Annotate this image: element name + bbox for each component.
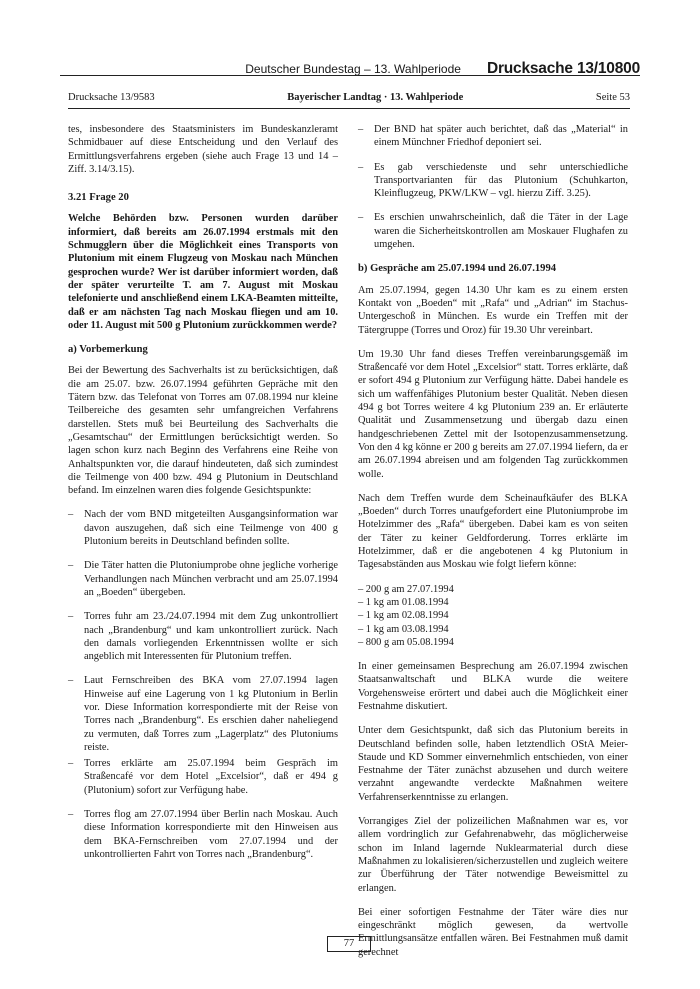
list-item: – 1 kg am 03.08.1994 <box>358 623 449 635</box>
body-paragraph: Bei der Bewertung des Sachverhalts ist zu berücksichtigen, daß die am 25.07. bzw. 26.07.1994 geführten Gepräche mit den Tätern bzw. das Telefonat von Torres am 07.08.1994 nur kleine Teilbereiche des gesamten sehr umfangreichen Verfahrens darstellen. Stets muß bei Beurteilung des Sachverhalts die „Gesamtschau“ der Ermittlungen berücksichtigt werden. So lagen schon kurz nach Beginn des Verfahrens eine Reihe von Anhaltspunkten vor, die darauf hindeuteten, daß sich zumindest die Teilmenge von 400 bzw. 494 g Plutonium in Deutschland befand. Im einzelnen waren dies folgende Gesichtspunkte: <box>68 365 338 497</box>
sub-header-rule <box>68 108 630 109</box>
sub-header-center: Bayerischer Landtag · 13. Wahlperiode <box>287 92 464 103</box>
list-item: – 1 kg am 01.08.1994 <box>358 596 449 608</box>
body-paragraph: Am 25.07.1994, gegen 14.30 Uhr kam es zu einem ersten Kontakt von „Boeden“ mit „Rafa“ und „Adrian“ im Stachus-Untergeschoß in München. Es wurde ein Treffen mit der Tätergruppe (Torres und Oroz) für 19.30 Uhr vereinbart. <box>358 284 628 336</box>
list-item: – Torres erklärte am 25.07.1994 beim Gespräch im Straßencafé vor dem Hotel „Excelsior“, daß er 494 g (Plutonium) sofort zur Verfügung habe. <box>68 758 338 796</box>
body-paragraph: In einer gemeinsamen Besprechung am 26.07.1994 zwischen Staatsanwaltschaft und BLKA wurde die weitere Vorgehensweise erörtert und dabei auch die Möglichkeit einer Festnahme diskutiert. <box>358 661 628 712</box>
list-item: – Der BND hat später auch berichtet, daß das „Material“ in einem Münchner Friedhof deponiert sei. <box>358 124 628 149</box>
right-column <box>358 123 628 970</box>
body-paragraph: Vorrangiges Ziel der polizeilichen Maßnahmen war es, vor allem vordringlich zur Gefahrenabwehr, das möglicherweise schon im Inland lagernde Nuklearmaterial durch diese Maßnahmen zu lokalisieren/sicherzustellen und zugleich weitere zur Überführung der Täter notwendige Beweismittel zu erlangen. <box>358 816 628 894</box>
legislature-period: Deutscher Bundestag – 13. Wahlperiode <box>245 62 461 76</box>
header-rule <box>60 75 640 76</box>
question-text: Welche Behörden bzw. Personen wurden darüber informiert, daß bereits am 26.07.1994 erstmals mit den Schmugglern über die Möglichkeit eines Transports von Plutonium mit einem Flugzeug von Moskau nach München gesprochen wurde? Wer ist darüber informiert worden, daß der später verurteilte T. am 7. August mit Moskau telefonierte und anschließend einem LKA-Beamten mitteilte, daß er am nächsten Tag nach Moskau fliegen und am 10. oder 11. August mit 500 g Plutonium zurückkommen werde? <box>68 213 338 331</box>
list-item: – 1 kg am 02.08.1994 <box>358 610 449 622</box>
list-item: – Es gab verschiedenste und sehr unterschiedliche Transportvarianten für das Plutonium (Schuhkarton, Kleinflugzeug, PKW/LKW – vgl. hierzu Ziff. 3.25). <box>358 161 628 200</box>
body-paragraph: Bei einer sofortigen Festnahme der Täter wäre dies nur eingeschränkt möglich gewesen, da wertvolle Ermittlungsansätze entfallen wären. Bei Festnahmen muß damit gerechnet <box>358 906 628 958</box>
top-header <box>60 60 640 76</box>
drucksache-number: Drucksache 13/10800 <box>486 60 640 77</box>
sub-header-left: Drucksache 13/9583 <box>68 92 155 103</box>
intro-paragraph: tes, insbesondere des Staatsministers im Bundeskanzleramt Schmidbauer auf diese Entscheidung und den Verlauf des Ermittlungsverfahrens ergeben (siehe auch Frage 13 und 14 – Ziff. 3.14/3.15). <box>68 124 338 175</box>
body-paragraph: Unter dem Gesichtspunkt, daß sich das Plutonium bereits in Deutschland befinden solle, haben letztendlich OStA Meier-Staude und KD Sommer einvernehmlich entschieden, von einer Festnahme der Täter zunächst abzusehen und durch weitere verzahnt angewandte verdeckte Maßnahmen weitere Verfahrenserkenntnisse zu erlangen. <box>358 725 628 803</box>
list-item: – Die Täter hatten die Plutoniumprobe ohne jegliche vorherige Verhandlungen nach München verbracht und am 25.07.1994 an „Boeden“ übergeben. <box>68 560 338 598</box>
list-item: – Nach der vom BND mitgeteilten Ausgangsinformation war davon auszugehen, daß sich eine Teilmenge von 400 g Plutonium bereits in Deutschland befinden sollte. <box>68 509 338 548</box>
body-paragraph: Um 19.30 Uhr fand dieses Treffen vereinbarungsgemäß im Straßencafé vor dem Hotel „Excelsior“ statt. Torres erklärte, daß er sofort 494 g Plutonium zur Verfügung hätte. Dabei handele es sich um waffenfähiges Plutonium bester Qualität. Neben diesen 494 g bot Torres weitere 4 kg Plutonium 239 an. Er erläuterte Qualität und Zusammensetzung und übergab dazu einen handgeschriebenen Zettel mit der Isotopenzusammensetzung. Von den 4 kg könne er 200 g bereits am 27.07.1994 liefern, da er am 26.07.1994 abreisen und am folgenden Tag zurückkommen wolle. <box>358 348 628 480</box>
list-item: – 800 g am 05.08.1994 <box>358 636 454 648</box>
body-paragraph: Nach dem Treffen wurde dem Scheinaufkäufer des BLKA „Boeden“ durch Torres unaufgefordert eine Plutoniumprobe im Hotelzimmer des „Rafa“ übergeben. Dabei kam es von seiten der Täter zu keiner Geldforderung. Torres erklärte im Hotelzimmer, daß er die angebotenen 4 kg Plutonium in Tagesabständen aus Moskau wie folgt liefern könne: <box>358 492 628 571</box>
subheading-gespraeche: b) Gespräche am 25.07.1994 und 26.07.1994 <box>358 263 557 275</box>
list-item: – Laut Fernschreiben des BKA vom 27.07.1994 lagen Hinweise auf eine Lagerung von 1 kg Plutonium in Berlin vor. Diese Information korrespondierte mit der Reise von Torres nach „Brandenburg“. Es erschien daher naheliegend zu vermuten, daß Torres zum „Lagerplatz“ des Plutoniums reiste. <box>68 675 338 753</box>
delivery-schedule <box>358 583 628 649</box>
list-item: – Torres fuhr am 23./24.07.1994 mit dem Zug unkontrolliert nach „Brandenburg“ und kam unkontrolliert zurück. Nach den damals vorliegenden Erkenntnissen wollte er sich angeblich mit Interessenten für Plutonium treffen. <box>68 611 338 663</box>
list-item: – 200 g am 27.07.1994 <box>358 583 454 595</box>
left-column <box>68 123 338 872</box>
list-item: – Torres flog am 27.07.1994 über Berlin nach Moskau. Auch diese Information korrespondierte mit den Hinweisen aus dem BKA-Fernschreiben vom 27.07.1994 und der unkontrollierten Fahrt von Torres nach „Brandenburg“. <box>68 809 338 860</box>
sub-header-right: Seite 53 <box>595 92 630 103</box>
section-heading: 3.21 Frage 20 <box>68 192 129 204</box>
page-number: 77 <box>327 936 371 952</box>
subheading-vorbemerkung: a) Vorbemerkung <box>68 344 148 356</box>
list-item: – Es erschien unwahrscheinlich, daß die Täter in der Lage waren die Sicherheitskontrollen am Moskauer Flughafen zu umgehen. <box>358 212 628 251</box>
sub-header <box>68 92 630 103</box>
